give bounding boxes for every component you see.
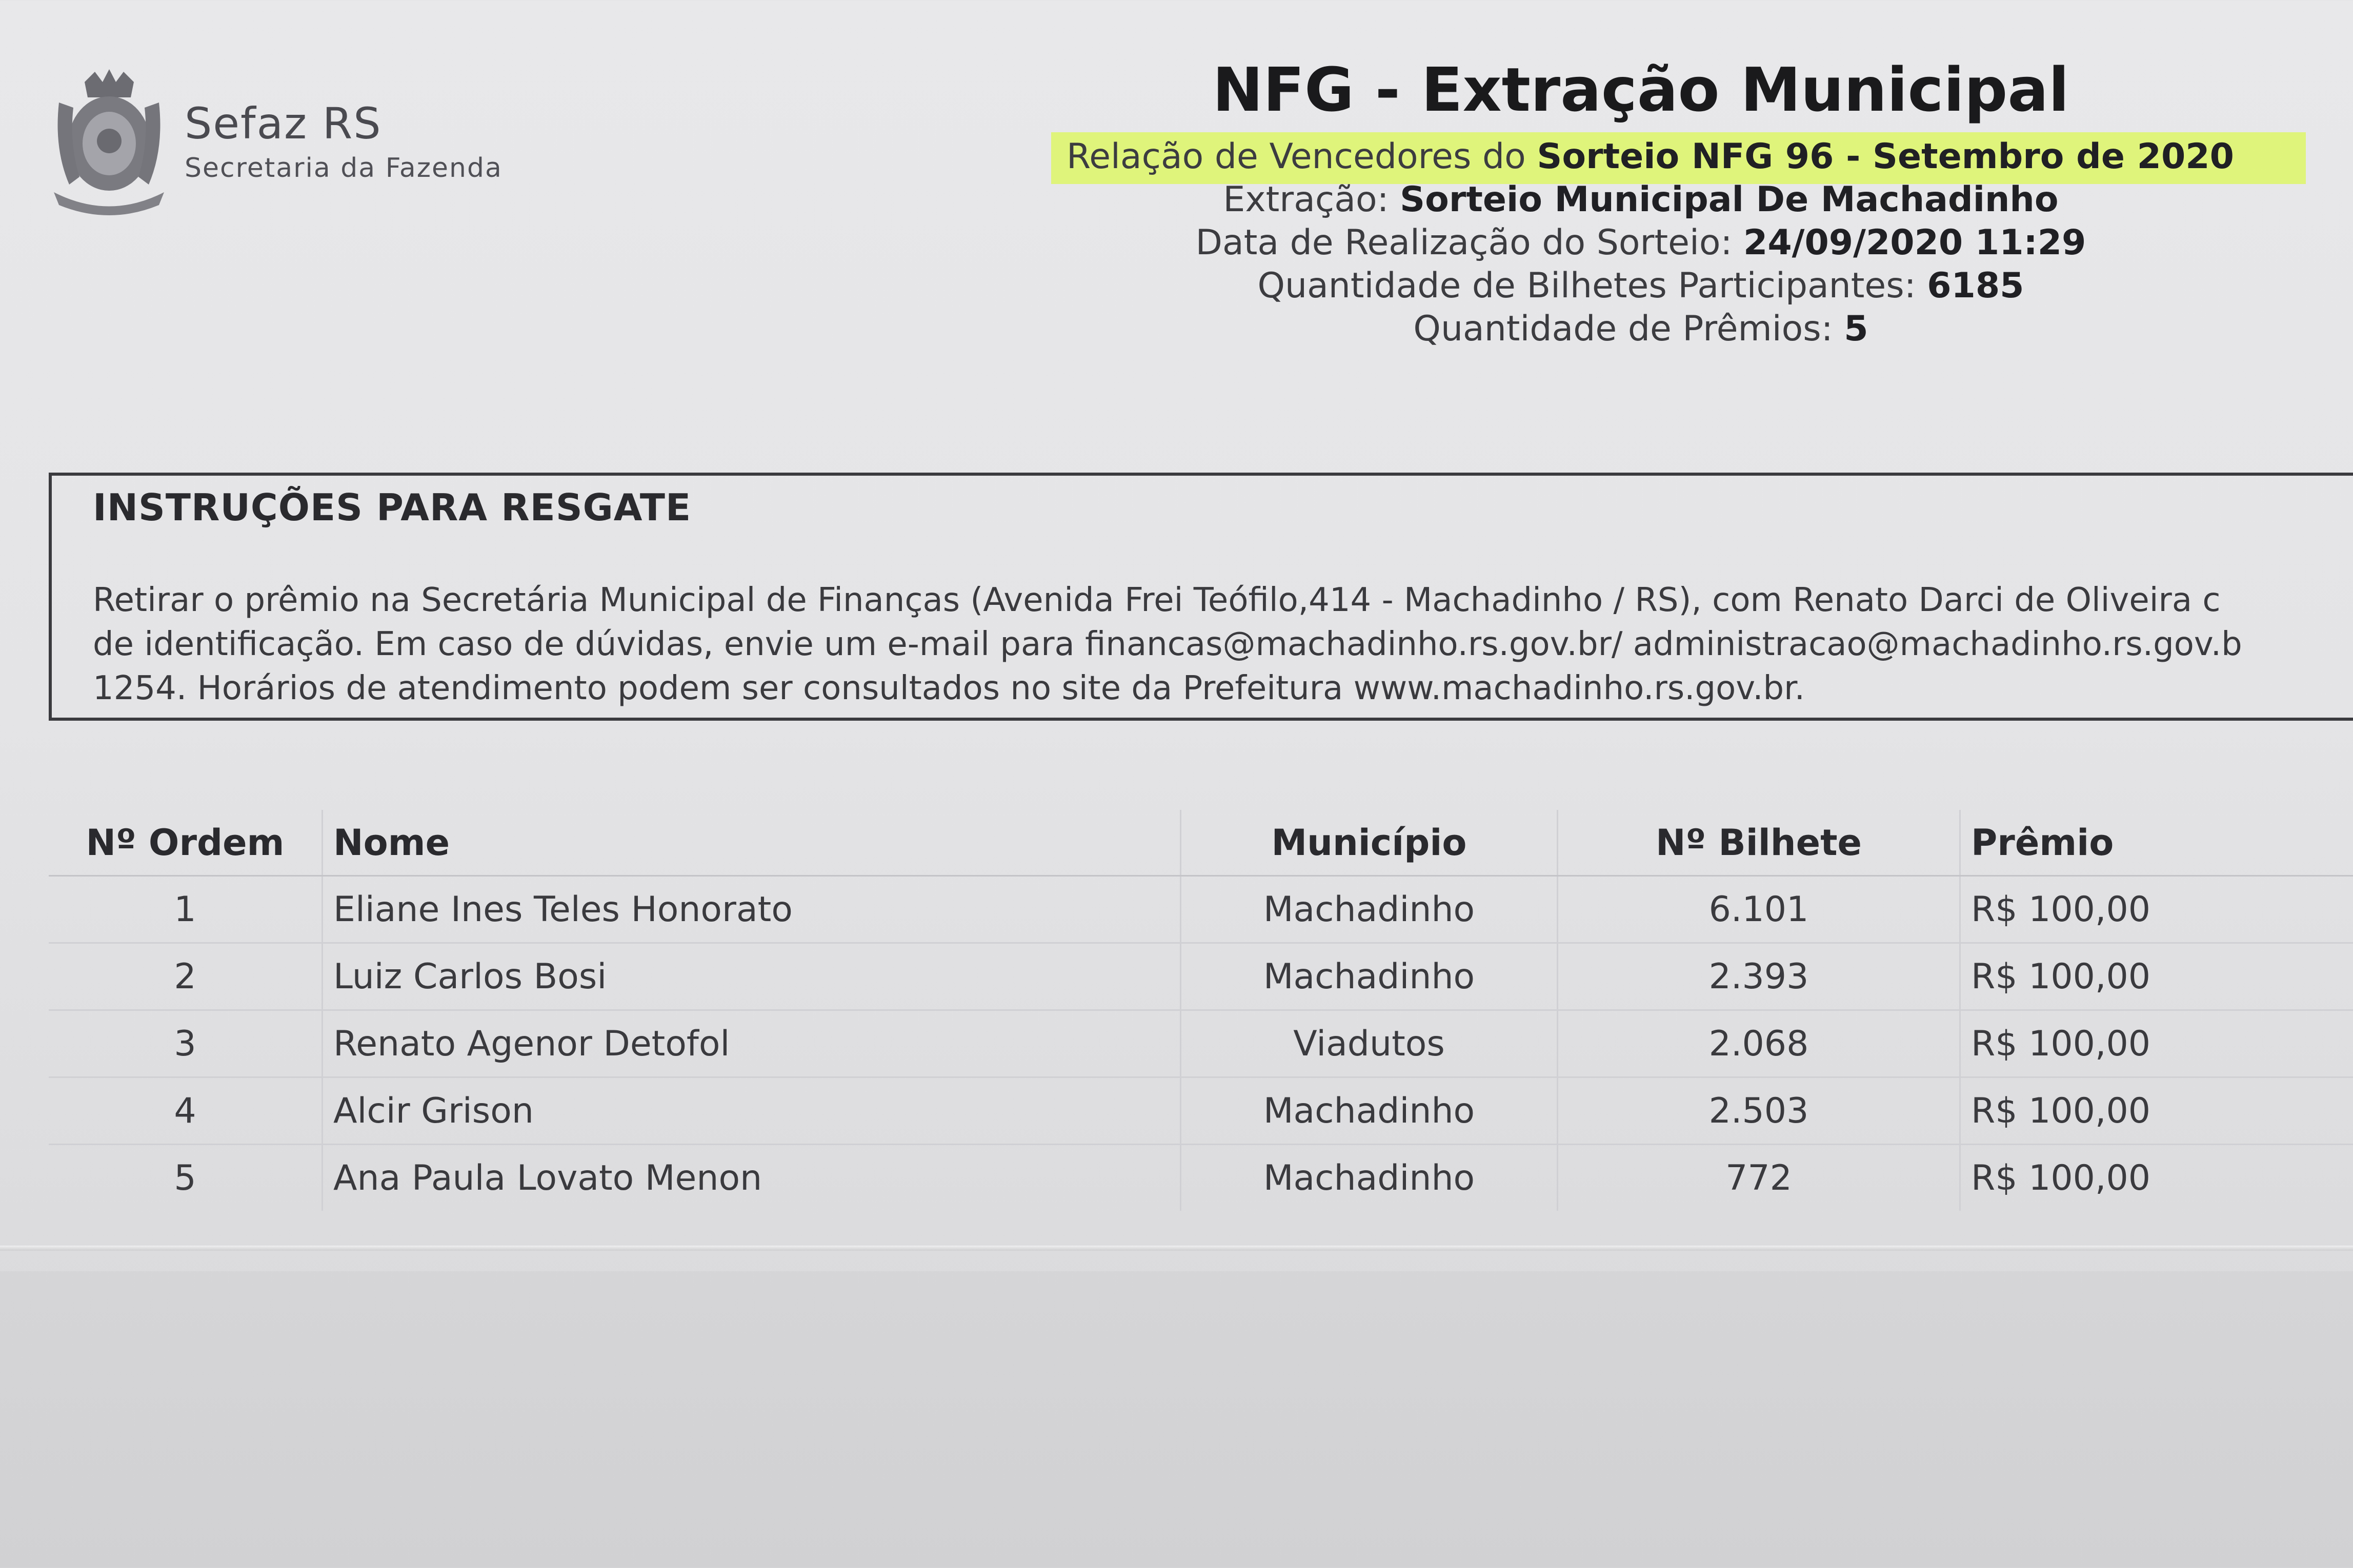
cell-premio: R$ 100,00	[1960, 1010, 2353, 1077]
page-title: NFG - Extração Municipal	[1212, 54, 2069, 125]
winners-table	[49, 810, 2353, 1211]
data-value: 24/09/2020 11:29	[1743, 222, 2086, 263]
extracao-line	[1051, 178, 2230, 221]
cell-premio: R$ 100,00	[1960, 876, 2353, 943]
relacao-value: Sorteio NFG 96 - Setembro de 2020	[1537, 136, 2234, 177]
cell-ordem: 5	[174, 1157, 196, 1198]
brand-subtitle: Secretaria da Fazenda	[185, 153, 502, 184]
cell-premio: R$ 100,00	[1960, 1145, 2353, 1211]
cell-bilhete: 6.101	[1558, 876, 1960, 943]
cell-premio: R$ 100,00	[1960, 1077, 2353, 1145]
data-line	[1051, 221, 2230, 264]
brand-name: Sefaz RS	[185, 98, 382, 149]
table-header-row	[49, 810, 2353, 876]
cell-bilhete: 772	[1558, 1145, 1960, 1211]
instructions-text	[93, 578, 2353, 710]
cell-ordem: 4	[49, 1077, 323, 1145]
cell-nome: Alcir Grison	[323, 1077, 1181, 1145]
cell-bilhete: 2.393	[1558, 943, 1960, 1010]
instructions-title: INSTRUÇÕES PARA RESGATE	[93, 486, 692, 529]
table-row	[49, 943, 2353, 1010]
cell-nome: Eliane Ines Teles Honorato	[323, 876, 1181, 943]
extracao-value: Sorteio Municipal De Machadinho	[1400, 179, 2059, 220]
instructions-line: 1254. Horários de atendimento podem ser consultados no site da Prefeitura www.machadinho.rs.gov.br.	[93, 669, 1805, 707]
cell-bilhete: 2.068	[1558, 1010, 1960, 1077]
premios-label: Quantidade de Prêmios:	[1413, 309, 1833, 349]
column-header-nome: Nome	[323, 810, 1181, 876]
coat-of-arms-icon	[49, 67, 169, 215]
table-row	[49, 876, 2353, 943]
paper-fold-shadow	[0, 1271, 2353, 1568]
premios-value: 5	[1844, 309, 1868, 349]
highlight-marker	[1051, 132, 2306, 184]
table-row	[49, 1145, 2353, 1211]
extracao-label: Extração:	[1223, 179, 1389, 220]
instructions-line: de identificação. Em caso de dúvidas, envie um e-mail para financas@machadinho.rs.gov.br/ administracao@machadinho.rs.gov.b	[93, 625, 2242, 663]
cell-nome: Renato Agenor Detofol	[323, 1010, 1181, 1077]
document-header	[1051, 51, 2234, 351]
bilhetes-line	[1051, 264, 2230, 308]
relacao-label: Relação de Vencedores do	[1067, 136, 1526, 177]
relacao-line	[1051, 135, 2234, 178]
column-header-ordem: Nº Ordem	[49, 810, 323, 876]
cell-ordem: 2	[49, 943, 323, 1010]
cell-nome: Luiz Carlos Bosi	[323, 943, 1181, 1010]
cell-municipio: Machadinho	[1181, 1077, 1558, 1145]
cell-municipio: Machadinho	[1181, 876, 1558, 943]
instructions-line: Retirar o prêmio na Secretária Municipal de Finanças (Avenida Frei Teófilo,414 - Machadinho / RS), com Renato Darci de Oliveira c	[93, 581, 2221, 619]
paper-fold-line	[0, 1246, 2353, 1251]
bilhetes-label: Quantidade de Bilhetes Participantes:	[1257, 266, 1916, 306]
cell-ordem: 1	[49, 876, 323, 943]
column-header-bilhete: Nº Bilhete	[1558, 810, 1960, 876]
cell-ordem: 3	[49, 1010, 323, 1077]
cell-municipio: Machadinho	[1181, 1145, 1558, 1211]
table-row	[49, 1077, 2353, 1145]
instructions-box	[49, 473, 2353, 721]
cell-nome: Ana Paula Lovato Menon	[323, 1145, 1181, 1211]
cell-bilhete: 2.503	[1558, 1077, 1960, 1145]
table-row	[49, 1010, 2353, 1077]
sefaz-logo	[49, 67, 500, 215]
data-label: Data de Realização do Sorteio:	[1195, 222, 1733, 263]
column-header-municipio: Município	[1181, 810, 1558, 876]
column-header-premio: Prêmio	[1960, 810, 2353, 876]
bilhetes-value: 6185	[1927, 266, 2024, 306]
cell-premio: R$ 100,00	[1960, 943, 2353, 1010]
cell-municipio: Viadutos	[1181, 1010, 1558, 1077]
premios-line	[1051, 308, 2230, 351]
cell-municipio: Machadinho	[1181, 943, 1558, 1010]
